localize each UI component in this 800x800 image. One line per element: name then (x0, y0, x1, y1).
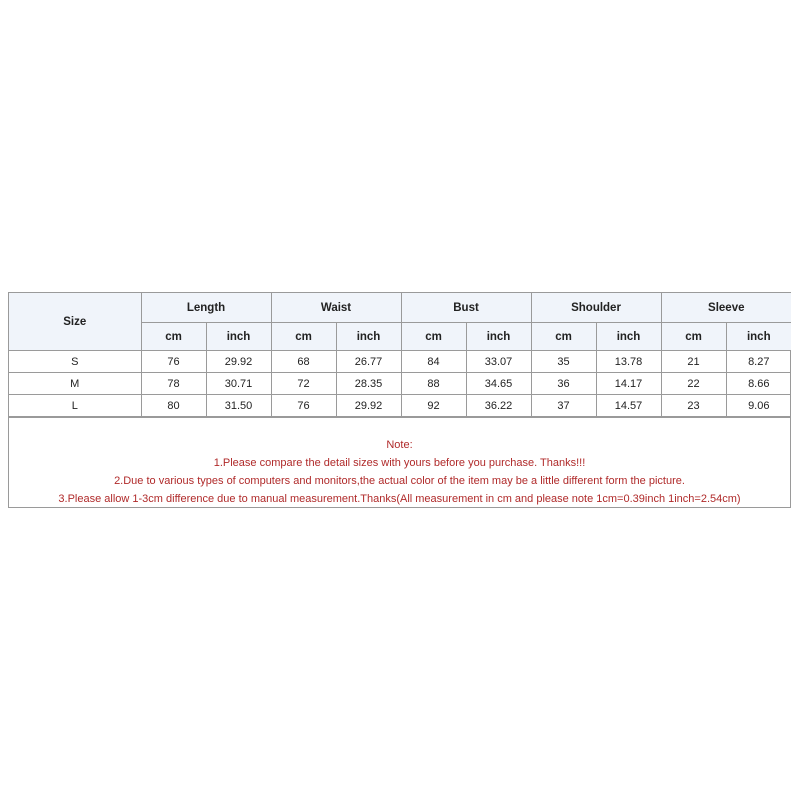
size-cell: S (9, 351, 141, 373)
bust-header: Bust (401, 293, 531, 323)
note-line: 2.Due to various types of computers and monitors,the actual color of the item may be a little different form the picture. (114, 475, 685, 487)
notes-title: Note: (386, 439, 413, 451)
value-cell: 72 (271, 373, 336, 395)
unit-header-inch: inch (726, 323, 791, 351)
unit-header-cm: cm (401, 323, 466, 351)
size-cell: M (9, 373, 141, 395)
value-cell: 26.77 (336, 351, 401, 373)
unit-header-inch: inch (466, 323, 531, 351)
value-cell: 30.71 (206, 373, 271, 395)
value-cell: 31.50 (206, 395, 271, 417)
value-cell: 23 (661, 395, 726, 417)
unit-header-inch: inch (596, 323, 661, 351)
value-cell: 88 (401, 373, 466, 395)
header-group-row (9, 293, 791, 323)
unit-header-cm: cm (661, 323, 726, 351)
note-line: 3.Please allow 1-3cm difference due to manual measurement.Thanks(All measurement in cm and please note 1cm=0.39inch 1inch=2.54cm) (58, 493, 741, 505)
shoulder-header: Shoulder (531, 293, 661, 323)
value-cell: 78 (141, 373, 206, 395)
value-cell: 36 (531, 373, 596, 395)
waist-header: Waist (271, 293, 401, 323)
value-cell: 9.06 (726, 395, 791, 417)
sleeve-header: Sleeve (661, 293, 791, 323)
value-cell: 84 (401, 351, 466, 373)
unit-header-cm: cm (141, 323, 206, 351)
value-cell: 21 (661, 351, 726, 373)
value-cell: 68 (271, 351, 336, 373)
size-cell: L (9, 395, 141, 417)
value-cell: 29.92 (336, 395, 401, 417)
unit-header-cm: cm (531, 323, 596, 351)
value-cell: 29.92 (206, 351, 271, 373)
unit-header-inch: inch (336, 323, 401, 351)
value-cell: 8.27 (726, 351, 791, 373)
value-cell: 76 (141, 351, 206, 373)
notes-section (9, 417, 790, 508)
value-cell: 8.66 (726, 373, 791, 395)
value-cell: 22 (661, 373, 726, 395)
value-cell: 28.35 (336, 373, 401, 395)
size-table (9, 293, 791, 417)
value-cell: 92 (401, 395, 466, 417)
value-cell: 34.65 (466, 373, 531, 395)
value-cell: 76 (271, 395, 336, 417)
size-chart (8, 292, 791, 508)
size-column-header: Size (9, 293, 141, 351)
table-row (9, 351, 791, 373)
table-row (9, 373, 791, 395)
value-cell: 35 (531, 351, 596, 373)
value-cell: 14.57 (596, 395, 661, 417)
value-cell: 13.78 (596, 351, 661, 373)
unit-header-cm: cm (271, 323, 336, 351)
note-line: 1.Please compare the detail sizes with yours before you purchase. Thanks!!! (213, 457, 586, 469)
value-cell: 33.07 (466, 351, 531, 373)
value-cell: 80 (141, 395, 206, 417)
value-cell: 14.17 (596, 373, 661, 395)
value-cell: 37 (531, 395, 596, 417)
table-row (9, 395, 791, 417)
value-cell: 36.22 (466, 395, 531, 417)
length-header: Length (141, 293, 271, 323)
unit-header-inch: inch (206, 323, 271, 351)
